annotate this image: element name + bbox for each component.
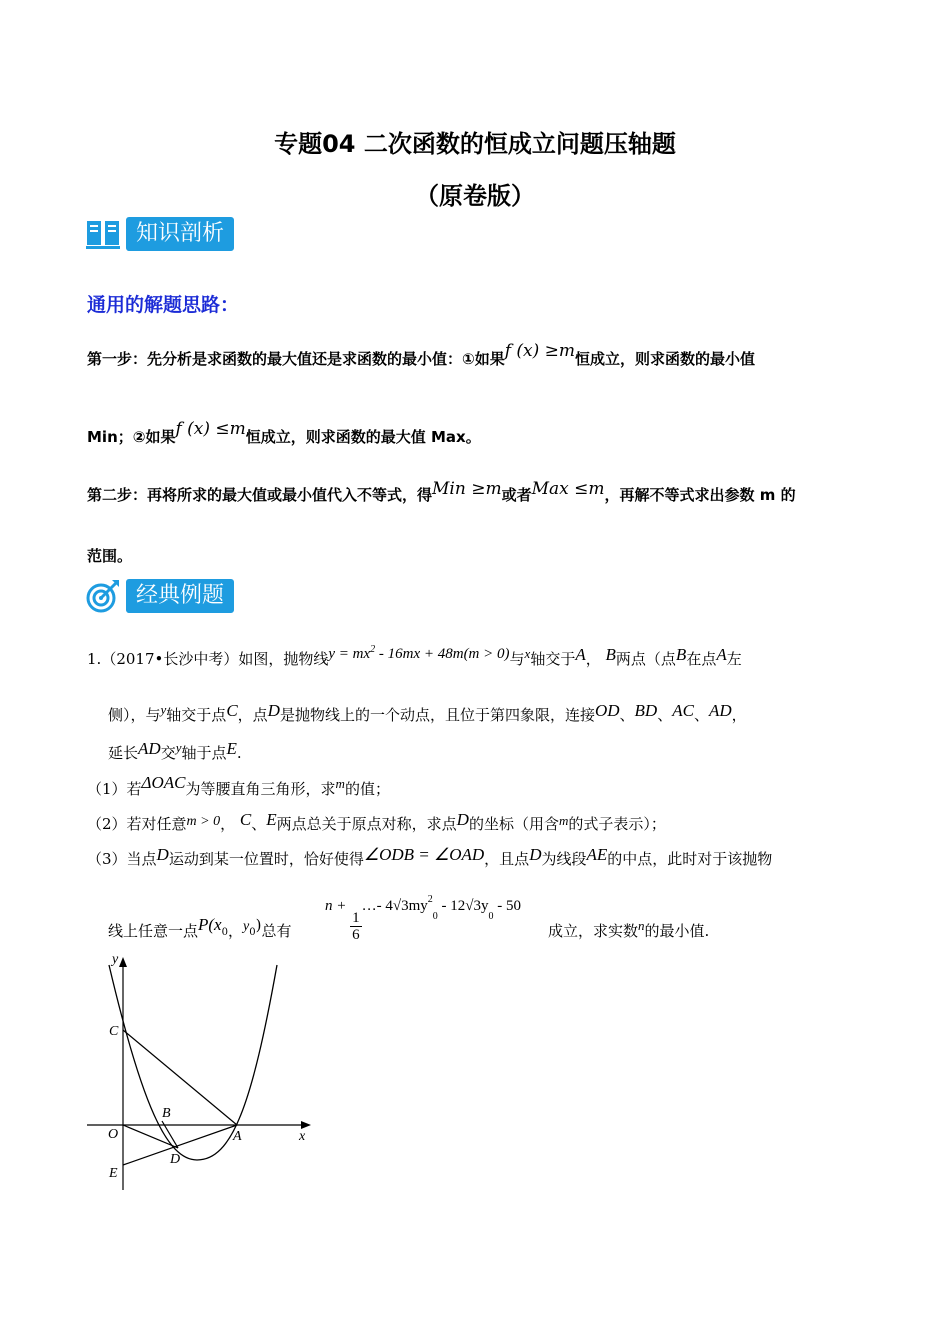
- label-e: E: [109, 1166, 118, 1181]
- step2-math-b: Max ≤m: [531, 479, 605, 499]
- fraction-one-sixth: $\frac{1}{6}$: [352, 910, 360, 943]
- step2-math-a: Min ≥m: [432, 479, 502, 499]
- segment-od: [123, 1125, 178, 1148]
- problem-number: 1.: [87, 650, 102, 668]
- question-1: （1）若ΔOAC为等腰直角三角形，求m的值；: [87, 773, 390, 798]
- question-3: （3）当点D运动到某一位置时，恰好使得∠ODB = ∠OAD，且点D为线段AE的中点，此时对于该抛物: [87, 845, 773, 868]
- section-label: 知识剖析: [126, 217, 234, 251]
- step1-line1: [87, 341, 756, 369]
- step2-line1: [87, 479, 796, 505]
- step2-text-b: 或者: [501, 486, 532, 504]
- question-3-line2: 线上任意一点$P(x_0$，$y_0$)总有: [108, 915, 292, 940]
- question-3-line2-tail: 成立，求实数n的最小值.: [548, 918, 710, 940]
- book-icon: [86, 217, 120, 251]
- page-title: 专题04 二次函数的恒成立问题压轴题: [274, 130, 676, 158]
- method-heading: 通用的解题思路：: [87, 294, 240, 316]
- label-c: C: [109, 1024, 119, 1039]
- label-y: y: [112, 952, 119, 967]
- question-2: （2）若对任意m > 0， C、E两点总关于原点对称，求点D的坐标（用含m的式子表示）；: [87, 810, 666, 833]
- parabola-curve: [109, 965, 277, 1160]
- label-x: x: [299, 1129, 306, 1144]
- step1-math-a: f (x) ≥m: [504, 341, 576, 361]
- section-badge-knowledge: [86, 216, 234, 252]
- section-label: 经典例题: [126, 579, 234, 613]
- parabola-equation: $y = mx^2 - 16mx + 48m(m > 0)$: [328, 644, 510, 662]
- parabola-figure: [82, 945, 322, 1195]
- y-axis-arrow: [119, 957, 127, 967]
- problem-line3: 延长AD交y轴于点E.: [108, 739, 242, 762]
- section-badge-examples: [86, 578, 234, 614]
- label-d: D: [170, 1152, 181, 1167]
- step1-text-a: 第一步：先分析是求函数的最大值还是求函数的最小值：①如果: [87, 350, 505, 368]
- label-o: O: [108, 1127, 119, 1142]
- problem-source: （2017•长沙中考）如图，抛物线: [101, 650, 329, 668]
- step2-text-a: 第二步：再将所求的最大值或最小值代入不等式，得: [87, 486, 433, 504]
- step1-line2: [87, 419, 481, 447]
- x-axis-arrow: [301, 1121, 311, 1129]
- inequality-expression: n + $\frac{1}{6}$ …- $4√3my^{20} - 12√3y^0 - 50$: [325, 893, 522, 943]
- step1-text-b: 恒成立，则求函数的最小值: [575, 350, 756, 368]
- step1-text-d: 恒成立，则求函数的最大值 Max。: [245, 428, 481, 446]
- target-icon: [86, 578, 120, 614]
- label-a: A: [233, 1129, 242, 1144]
- problem-line2: 侧），与y轴交于点C，点D是抛物线上的一个动点，且位于第四象限，连接OD、BD、AC、AD，: [108, 701, 747, 724]
- label-b: B: [162, 1106, 171, 1121]
- problem-line1: 1.（2017•长沙中考）如图，抛物线$y = mx^2 - 16mx + 48m(m > 0)$与x轴交于A， B两点（点B在点A左: [87, 644, 742, 668]
- step1-text-c: Min；②如果: [87, 428, 176, 446]
- step1-math-b: f (x) ≤m: [175, 419, 246, 439]
- page-subtitle: （原卷版）: [415, 182, 535, 210]
- step2-line2: 范围。: [87, 547, 133, 565]
- step2-text-c: ，再解不等式求出参数 m 的: [604, 486, 796, 504]
